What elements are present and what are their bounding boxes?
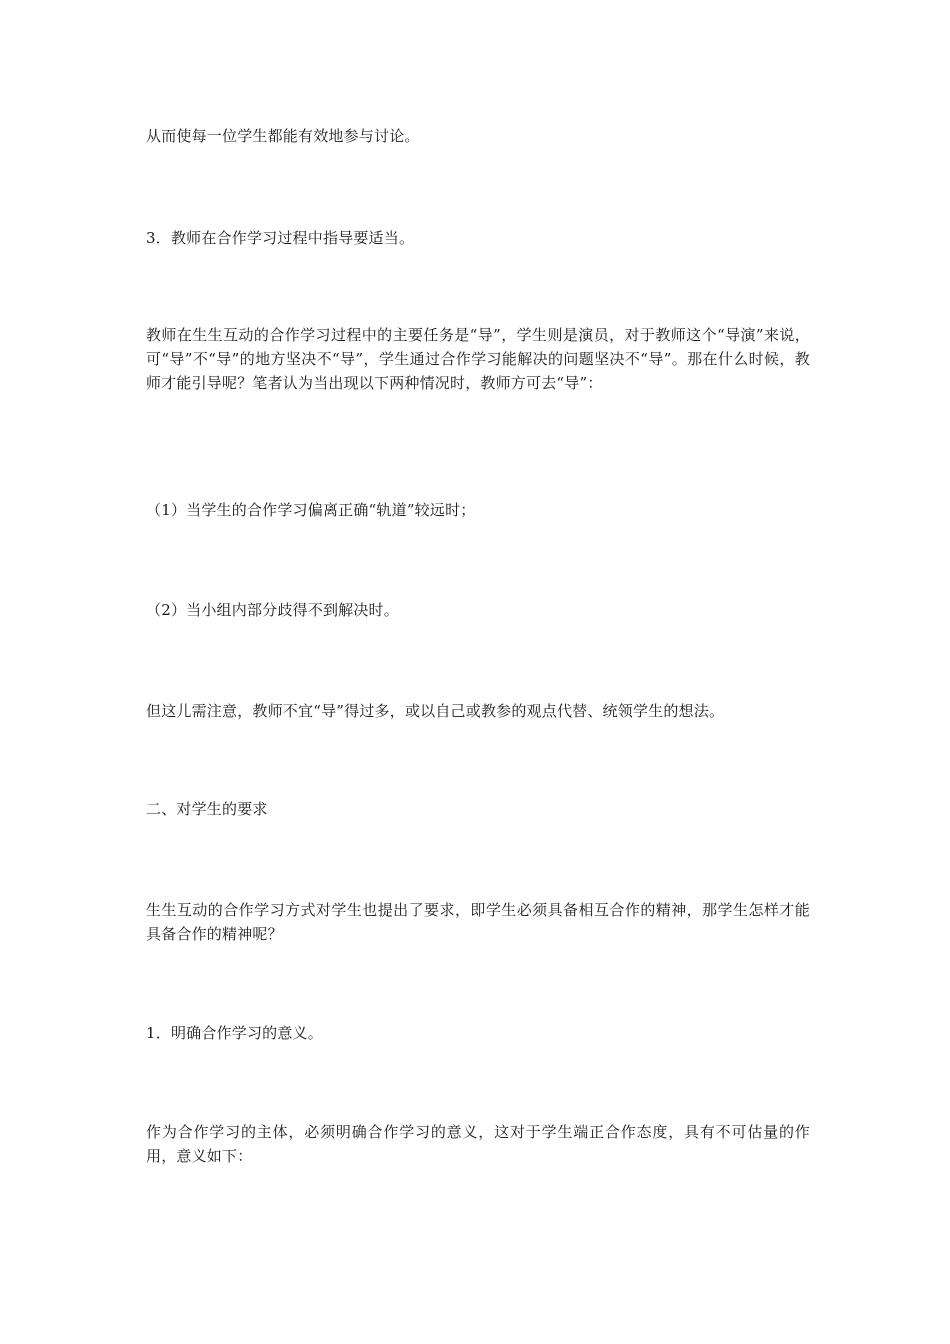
paragraph-meaning-detail: 作为合作学习的主体，必须明确合作学习的意义，这对于学生端正合作态度，具有不可估量的作用，意义如下： <box>146 1123 810 1165</box>
paragraph-participation: 从而使每一位学生都能有效地参与讨论。 <box>146 127 420 145</box>
list-item-disagreement: （2）当小组内部分歧得不到解决时。 <box>146 601 399 619</box>
heading-teacher-guidance: 3．教师在合作学习过程中指导要适当。 <box>146 229 415 247</box>
paragraph-cooperation-spirit: 生生互动的合作学习方式对学生也提出了要求，即学生必须具备相互合作的精神，那学生怎样才能具备合作的精神呢？ <box>146 901 810 943</box>
paragraph-caution: 但这儿需注意，教师不宜“导”得过多，或以自己或教参的观点代替、统领学生的想法。 <box>146 702 725 720</box>
section-heading-student-requirements: 二、对学生的要求 <box>146 800 268 818</box>
paragraph-teacher-role: 教师在生生互动的合作学习过程中的主要任务是“导”，学生则是演员，对于教师这个“导演”来说，可“导”不“导”的地方坚决不“导”，学生通过合作学习能解决的问题坚决不“导”。那在什么时候，教师才能引导呢？笔者认为当出现以下两种情况时，教师方可去“导”： <box>146 326 810 392</box>
heading-meaning-of-cooperation: 1．明确合作学习的意义。 <box>146 1024 323 1042</box>
list-item-off-track: （1）当学生的合作学习偏离正确“轨道”较远时； <box>146 501 476 519</box>
